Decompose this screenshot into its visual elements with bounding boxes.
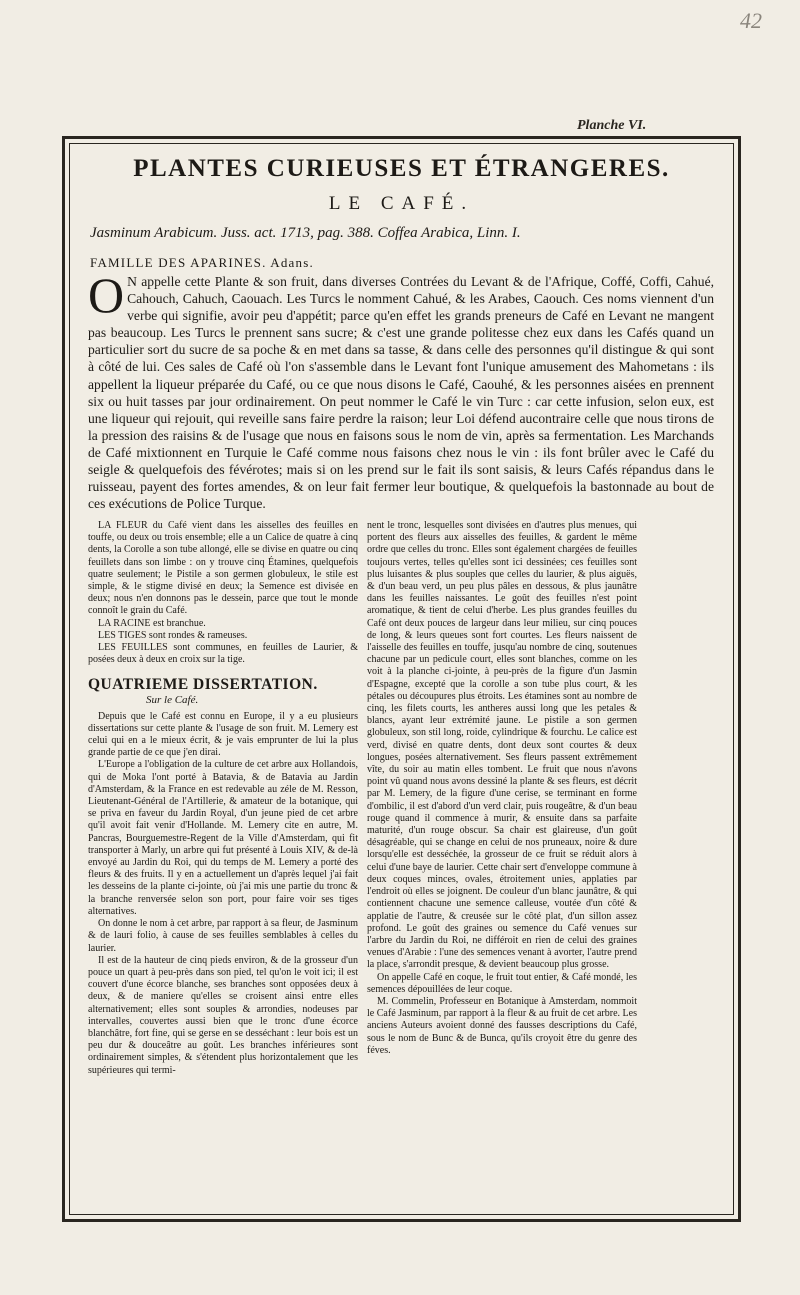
paragraph-cafe-names: On appelle Café en coque, le fruit tout entier, & Café mondé, les semences dépouillées de leur coque. — [367, 971, 637, 995]
dissertation-paragraph: L'Europe a l'obligation de la culture de cet arbre aux Hollandois, qui de Moka l'ont porté à Batavia, & de Batavia au Jardin d'Amsterdam, & la France en est redevable au zéle de M. Resson, Lieutenant-Général de l'Artillerie, & amateur de la botanique, qui se priva en faveur du Jardin Royal, d'un jeune pied de cet arbre qu'il avoit fait venir d'Hollande. M. Lemery cite en autre, M. Pancras, Bourguemestre-Regent de la Ville d'Amsterdam, qui fit transporter à Marly, un arbre qui fut présenté à Louis XIV, & de-là envoyé au Jardin du Roi, qui du temps de M. Lemery a porté des fleurs & des fruits. Il y en a actuellement un d'après lequel j'ai fait les desseins de la plante ci-jointe, où j'ai mis une partie du tronc & la branche renversée selon son port, pour faire voir ses tiges alternatives. — [88, 759, 358, 917]
paragraph-leaves: LES FEUILLES sont communes, en feuilles de Laurier, & posées deux à deux en croix sur la tige. — [88, 642, 358, 666]
paragraph-continuation: nent le tronc, lesquelles sont divisées en d'autres plus menues, qui portent des fleurs aux aisselles des feuilles, & gardent le même ordre que celles du tronc. Elles sont également chargées de feuilles toujours vertes, telles qu'elles sont ici dessinées; ces feuilles sont plus luisantes & plus souples que celles du laurier, & plus aiguës, & d'un beau verd, un peu plus pâles en dessous, & plus jaunâtre dans les feuilles naissantes. Le goût des feuilles n'est point aromatique, & tient de celui d'herbe. Les plus grandes feuilles du Café ont deux pouces de largeur dans leur milieu, sur cinq pouces de long, & leurs queues sont fort courtes. Les fleurs naissent de l'aisselle des feuilles en touffe, jusqu'au nombre de cinq, soutenues chacune par un pedicule court, elles sont blanches, comme on les voit à la planche ci-jointe, à peu-près de la figure d'un Jasmin d'Espagne, excepté que la corolle a son tube plus court, & les pétales ou découpures plus étroits. Les étamines sont au nombre de cinq, les filets courts, les antheres aussi long que les petales & blancs, ayant leur extrémité jaune. Le pistile a son germen globuleux, son stil long, roide, cylindrique & fourchu. Le calice est verd, divisé en quatre dents, dont deux sont courtes & deux longues, posées alternativement. Ses fleurs passent extrêmement vîte, du soir au matin elles tombent. Le fruit que nous n'avons point vû quand nous avons dessiné la plante & ses fleurs, est décrit par M. Lemery, de la figure d'une cerise, se terminant en forme d'ombilic, il est d'abord d'un verd clair, puis rougeâtre, & d'un beau rouge quand il commence à murir, & ensuite dans sa parfaite maturité, d'un rouge obscur. Sa chair est glaireuse, d'un goût désagréable, qui se change en celui de nos pruneaux, noire & dure lorsqu'elle est desséchée, la grosseur de ce fruit se réduit alors à celui d'une baye de laurier. Cette chair sert d'enveloppe commune à deux coques minces, ovales, étroitement unies, applaties par l'endroit où elles se joignent. De couleur d'un blanc jaunâtre, & qui contiennent chacune une semence calleuse, voutée d'un côté & applatie de l'autre, & creusée sur le côté plat, d'un sillon assez profond. Le goût des graines ou semence du Café venues sur l'arbre du Jardin du Roi, ne différoit en rien de celui des graines venues d'Arabie : l'une des semences venant à avorter, l'autre prend la place, s'arrondit presque, & devient beaucoup plus grosse. — [367, 520, 637, 971]
dissertation-subtitle: Sur le Café. — [146, 694, 199, 707]
left-column — [88, 520, 358, 1077]
dissertation-paragraph: Il est de la hauteur de cinq pieds environ, & de la grosseur d'un pouce un quart à peu-près dans son pied, tel qu'on le voit ici; il est couvert d'une écorce blanche, ses branches sont opposées deux à deux, & de maniere qu'elles se croisent ainsi entre elles alternativement; elles sont souples & arrondies, nodeuses par intervalles, couvertes aussi bien que le tronc d'une écorce blanchâtre, fort fine, qui se gerse en se desséchant : leur bois est un peu dur & douceâtre au goût. Les branches inférieures sont ordinairement simples, & s'étendent plus horizontalement que les supérieures qui termi- — [88, 954, 358, 1076]
page-title: PLANTES CURIEUSES ET ÉTRANGERES. — [133, 155, 670, 182]
intro-paragraph — [88, 267, 714, 512]
family-line: FAMILLE DES APARINES. Adans. — [90, 255, 314, 270]
right-column — [367, 520, 637, 1057]
paragraph-flower: LA FLEUR du Café vient dans les aisselles des feuilles en touffe, ou deux ou trois ensemble; elle a un Calice de quatre à cinq dents, la Corolle a son tube allongé, elle se divise en quatre ou cinq feuillets dans son limbe : on y trouve cinq Étamines, quelquefois quatre seulement; le Pistile a son germen globuleux, le stile est simple, & le stigme divisé en deux; la Semence est divisée en deux; nous n'en donnons pas le dessein, parce que tout le monde connoît le grain du Café. — [88, 520, 358, 617]
page-subtitle: LE CAFÉ. — [328, 193, 475, 214]
dissertation-paragraph: On donne le nom à cet arbre, par rapport à sa fleur, de Jasminum & de lauri folio, à cause de ses feuilles semblables à celles du laurier. — [88, 918, 358, 954]
paragraph-stems: LES TIGES sont rondes & rameuses. — [98, 629, 248, 641]
botanical-names: Jasminum Arabicum. Juss. act. 1713, pag. 388. Coffea Arabica, Linn. I. — [90, 225, 521, 241]
drop-cap: O — [88, 267, 125, 323]
dissertation-title: QUATRIEME DISSERTATION. — [88, 676, 318, 694]
paragraph-root: LA RACINE est branchue. — [98, 617, 206, 629]
plate-label: Planche VI. — [577, 118, 647, 133]
intro-text: N appelle cette Plante & son fruit, dans diverses Contrées du Levant & de l'Afrique, Coffé, Coffi, Cahué, Cahouch, Cahuch, Caouach. Les Turcs le nomment Cahué, & les Arabes, Caouch. Ces noms viennent d'un verbe qui signifie, avoir peu d'appétit; parce qu'en effet les grands preneurs de Café en Levant ne mangent pas beaucoup. Les Turcs le prennent sans sucre; & c'est une grande politesse chez eux dans les Cafés quand un particulier sort du sucre de sa poche & en met dans sa tasse, & dans celle des personnes qu'il distingue & qui sont à côté de lui. Ces sales de Café où l'on s'assemble dans le Levant font l'unique amusement des Mahometans : ils appellent la liqueur préparée du Café, ou ce que nous disons le Café, Caouhé, & les personnes aisées en prennent six ou huit tasses par jour ordinairement. On peut nommer le Café le vin Turc : car cette infusion, selon eux, est une liqueur qui rejouit, qui reveille sans faire perdre la raison; leur Loi défend aucontraire celle que nous tirons de la pression des raisins & de l'usage que nous en faisons sous le nom de vin, après sa fermentation. Les Marchands de Café mixtionnent en Turquie le Café comme nous faisons chez nous le vin : ils font brûler avec le Café du seigle & quelquefois des févérotes; mais si on les prend sur le fait ils sont saisis, & leurs Cafés répandus dans le ruisseau, payent des fortes amendes, & on leur fait fermer leur boutique, & quelquefois la bastonnade au bout de ces exécutions de Police Turque. — [88, 274, 714, 512]
folio-number: 42 — [740, 8, 762, 33]
dissertation-paragraph: Depuis que le Café est connu en Europe, il y a eu plusieurs dissertations sur cette plante & l'usage de son fruit. M. Lemery est celui qui en a le mieux écrit, & je vais emprunter de lui la plus grande partie de ce que j'en dirai. — [88, 710, 358, 759]
paragraph-commelin: M. Commelin, Professeur en Botanique à Amsterdam, nommoit le Café Jasminum, par rapport à la fleur & au fruit de cet arbre. Les anciens Auteurs avoient donné des fausses descriptions du Café, sous le nom de Bunc & de Bunca, qu'ils croyoit être du genre des féves. — [367, 995, 637, 1056]
